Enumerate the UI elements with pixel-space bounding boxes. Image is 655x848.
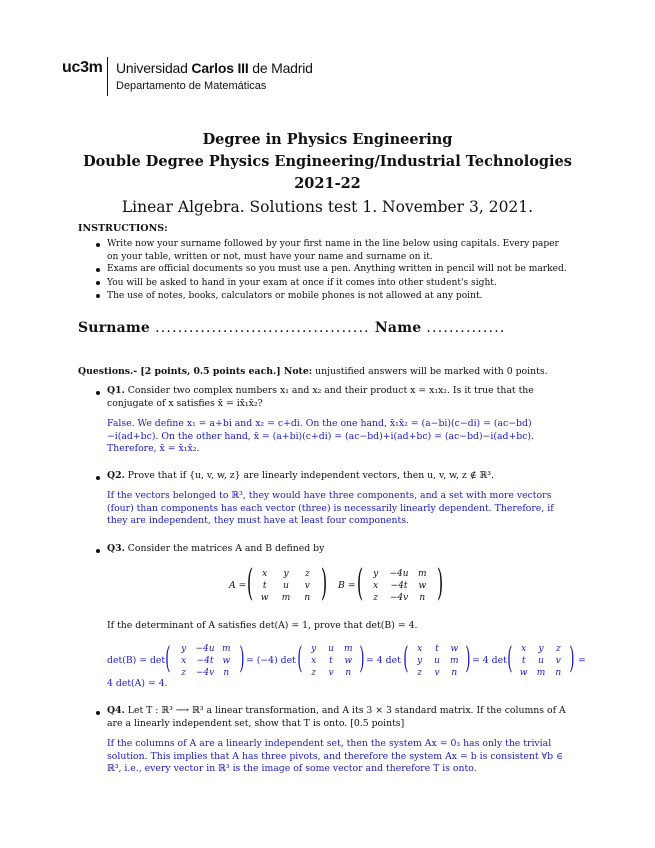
title-line-1: Degree in Physics Engineering <box>202 131 453 148</box>
matrix-cell: z <box>555 644 561 654</box>
matrix-a <box>246 563 328 606</box>
det-eq-4: = <box>578 655 586 666</box>
matrix-b <box>356 563 444 606</box>
matrix-cell: z <box>181 668 187 678</box>
matrix-cell: w <box>519 668 528 678</box>
matrix-cell: y <box>417 656 423 666</box>
matrix-cell: x <box>417 644 423 654</box>
q3-condition: If the determinant of A satisfies det(A) = 1, prove that det(B) = 4. <box>107 620 418 631</box>
surname-field: ...................................... <box>155 320 370 336</box>
det-eq-2: = 4 det <box>366 655 401 666</box>
q4-label: Q4. <box>107 705 125 716</box>
det-matrix-1 <box>166 641 244 681</box>
matrix-cell: u <box>538 656 544 666</box>
matrix-cell: z <box>373 593 379 603</box>
matrix-cell: x <box>311 656 317 666</box>
instruction-item-3: You will be asked to hand in your exam at once if it comes into other student's sight. <box>107 278 497 288</box>
right-paren: ) <box>239 641 245 676</box>
university-regular: Universidad <box>116 60 192 76</box>
questions-header-rest: unjustified answers will be marked with 0 points. <box>312 366 548 377</box>
questions-header-bold: Questions.- [2 points, 0.5 points each.] Note: <box>78 366 313 377</box>
matrix-cell: n <box>419 593 426 603</box>
bullet <box>96 294 100 298</box>
bullet <box>96 281 100 285</box>
det-eq-1: = (−4) det <box>246 655 296 666</box>
q3-text <box>107 543 567 556</box>
university-bold: Carlos III <box>191 60 249 76</box>
q1-body: Consider two complex numbers x₁ and x₂ and their product x = x₁x₂. Is it true that the conjugate of x satisfies x̄ = ix̄₁x̄₂? <box>107 385 534 409</box>
matrix-cell: w <box>344 656 353 666</box>
matrix-b-label: B = <box>338 580 356 591</box>
q4-body: Let T : ℝ³ ⟶ ℝ³ a linear transformation, and A its 3 × 3 standard matrix. If the columns of A are a linearly independent set, show that T is onto. [0.5 points] <box>107 705 566 729</box>
name-line <box>78 320 506 336</box>
matrix-cell: m <box>450 656 459 666</box>
det-matrix-4 <box>508 641 574 681</box>
left-paren: ( <box>246 563 254 604</box>
instruction-item-2: Exams are official documents so you must use a pen. Anything written in pencil will not be marked. <box>107 264 567 274</box>
left-paren: ( <box>507 641 513 676</box>
questions-header <box>78 366 548 377</box>
q2-answer: If the vectors belonged to ℝ³, they would have three components, and a set with more vectors (four) than components has each vector (three) is necessarily linearly dependent. Therefore, if they are independent, they must have at least four components. <box>107 490 554 527</box>
matrix-cell: −4t <box>390 581 408 591</box>
title-line-3: 2021-22 <box>294 175 361 192</box>
right-paren: ) <box>359 641 365 676</box>
det-b-text: det(B) = det <box>107 655 166 666</box>
matrix-cell: x <box>373 581 379 591</box>
det-matrix-3 <box>404 641 470 681</box>
left-paren: ( <box>165 641 171 676</box>
instruction-item-4: The use of notes, books, calculators or mobile phones is not allowed at any point. <box>107 291 483 301</box>
matrix-cell: t <box>329 656 333 666</box>
matrix-cell: y <box>373 569 379 579</box>
university-name <box>116 60 313 76</box>
matrix-cell: −4v <box>195 668 215 678</box>
matrix-cell: n <box>555 668 562 678</box>
matrix-cell: m <box>418 569 427 579</box>
q4-text <box>107 705 567 730</box>
matrix-cell: y <box>283 569 289 579</box>
university-tail: de Madrid <box>248 60 313 76</box>
left-paren: ( <box>297 641 303 676</box>
matrix-cell: u <box>283 581 289 591</box>
matrix-cell: m <box>536 668 546 678</box>
matrix-cell: y <box>538 644 544 654</box>
matrix-cell: w <box>450 644 459 654</box>
q3-body: Consider the matrices A and B defined by <box>127 543 325 554</box>
title-line-2: Double Degree Physics Engineering/Industrial Technologies <box>83 153 572 170</box>
matrix-cell: n <box>451 668 458 678</box>
matrix-cell: m <box>344 644 353 654</box>
matrix-cell: u <box>328 644 334 654</box>
det-final: 4 det(A) = 4. <box>107 678 168 689</box>
matrix-cell: x <box>521 644 527 654</box>
matrix-cell: v <box>304 581 310 591</box>
matrix-cell: w <box>222 656 231 666</box>
q1-label: Q1. <box>107 385 125 396</box>
matrix-cell: t <box>262 581 267 591</box>
matrix-cell: −4v <box>389 593 409 603</box>
right-paren: ) <box>465 641 471 676</box>
matrix-cell: v <box>555 656 561 666</box>
q1-answer: False. We define x₁ = a+bi and x₂ = c+di. On the one hand, x̄₁x̄₂ = (a−bi)(c−di) = (ac−bd)−i(ad+bc). On the other hand, x̄ = (a+bi)(c+di) = (ac−bd)+i(ad+bc) = (ac−bd)−i(ad+bc). Therefore, x̄ = x̄₁x̄₂. <box>107 418 535 455</box>
matrix-cell: y <box>181 644 187 654</box>
matrix-cell: −4u <box>389 569 409 579</box>
matrix-cell: −4t <box>196 656 214 666</box>
matrix-cell: w <box>418 581 427 591</box>
matrix-cell: t <box>435 644 439 654</box>
q3-label: Q3. <box>107 543 125 554</box>
department-name: Departamento de Matemáticas <box>116 80 267 92</box>
bullet <box>96 243 100 247</box>
name-field: .............. <box>426 320 506 336</box>
right-paren: ) <box>320 563 328 604</box>
bullet <box>96 391 100 395</box>
uc3m-logo: uc3m <box>62 59 103 76</box>
q2-body: Prove that if {u, v, w, z} are linearly independent vectors, then u, v, w, z ∉ ℝ³. <box>127 470 494 481</box>
matrix-cell: v <box>328 668 334 678</box>
bullet <box>96 549 100 553</box>
matrix-cell: n <box>304 593 311 603</box>
instruction-item-1: Write now your surname followed by your first name in the line below using capitals. Every paper on your table, written or not, must have your name and surname on it. <box>107 239 559 262</box>
matrix-cell: y <box>311 644 317 654</box>
name-label: Name <box>374 320 422 336</box>
surname-label: Surname <box>78 320 151 336</box>
q2-label: Q2. <box>107 470 125 481</box>
q4-answer: If the columns of A are a linearly independent set, then the system Ax = 0₃ has only the trivial solution. This implies that A has three pivots, and therefore the system Ax = b is consistent ∀b ∈ ℝ³, i.e., every vector in ℝ³ is the image of some vector and therefore T is onto. <box>107 738 563 775</box>
right-paren: ) <box>569 641 575 676</box>
det-matrix-2 <box>298 641 364 681</box>
matrix-cell: w <box>260 593 269 603</box>
subtitle: Linear Algebra. Solutions test 1. November 3, 2021. <box>121 198 534 216</box>
matrix-cell: v <box>434 668 440 678</box>
instructions-heading: INSTRUCTIONS: <box>78 223 168 234</box>
matrix-cell: −4u <box>195 644 215 654</box>
left-paren: ( <box>356 563 364 604</box>
matrix-cell: x <box>181 656 187 666</box>
matrix-cell: t <box>521 656 526 666</box>
bullet <box>96 476 100 480</box>
matrix-a-label: A = <box>229 580 247 591</box>
matrix-cell: x <box>262 569 268 579</box>
matrix-cell: m <box>222 644 231 654</box>
matrix-cell: n <box>345 668 352 678</box>
det-eq-3: = 4 det <box>472 655 507 666</box>
matrix-cell: u <box>434 656 440 666</box>
bullet <box>96 711 100 715</box>
left-paren: ( <box>403 641 409 676</box>
matrix-cell: m <box>281 593 291 603</box>
logo-divider <box>107 57 108 96</box>
matrix-cell: z <box>304 569 310 579</box>
matrix-cell: z <box>311 668 317 678</box>
q1-text <box>107 385 567 410</box>
bullet <box>96 268 100 272</box>
matrix-cell: n <box>223 668 230 678</box>
q2-text <box>107 470 567 483</box>
matrix-cell: z <box>417 668 423 678</box>
right-paren: ) <box>436 563 444 604</box>
